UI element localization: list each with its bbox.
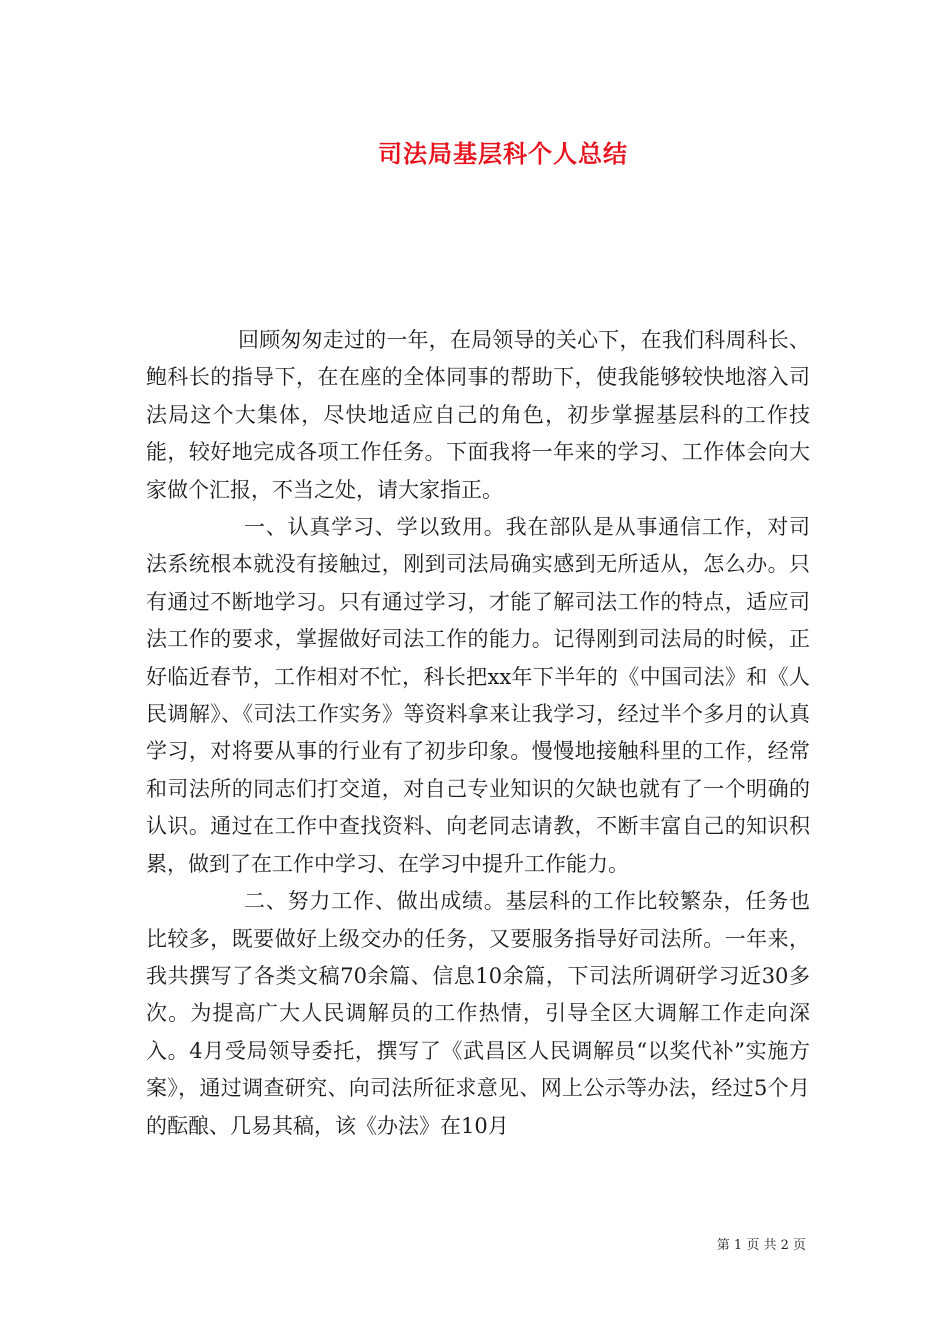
document-title: 司法局基层科个人总结 bbox=[378, 139, 628, 168]
document-body bbox=[146, 322, 810, 1145]
paragraph-study: 一、认真学习、学以致用。我在部队是从事通信工作，对司法系统根本就没有接触过，刚到司法局确实感到无所适从，怎么办。只有通过不断地学习。只有通过学习，才能了解司法工作的特点，适应司法工作的要求，掌握做好司法工作的能力。记得刚到司法局的时候，正好临近春节，工作相对不忙，科长把xx年下半年的《中国司法》和《人民调解》、《司法工作实务》等资料拿来让我学习，经过半个多月的认真学习，对将要从事的行业有了初步印象。慢慢地接触科里的工作，经常和司法所的同志们打交道，对自己专业知识的欠缺也就有了一个明确的认识。通过在工作中查找资料、向老同志请教，不断丰富自己的知识积累，做到了在工作中学习、在学习中提升工作能力。 bbox=[146, 515, 810, 876]
page-number-footer: 第 1 页 共 2 页 bbox=[716, 1238, 806, 1253]
paragraph-intro: 回顾匆匆走过的一年，在局领导的关心下，在我们科周科长、鲍科长的指导下，在在座的全体同事的帮助下，使我能够较快地溶入司法局这个大集体，尽快地适应自己的角色，初步掌握基层科的工作技能，较好地完成各项工作任务。下面我将一年来的学习、工作体会向大家做个汇报，不当之处，请大家指正。 bbox=[146, 328, 810, 502]
paragraph-work: 二、努力工作、做出成绩。基层科的工作比较繁杂，任务也比较多，既要做好上级交办的任务，又要服务指导好司法所。一年来，我共撰写了各类文稿70余篇、信息10余篇，下司法所调研学习近30多次。为提高广大人民调解员的工作热情，引导全区大调解工作走向深入。4月受局领导委托，撰写了《武昌区人民调解员“以奖代补”实施方案》，通过调查研究、向司法所征求意见、网上公示等办法，经过5个月的酝酿、几易其稿，该《办法》在10月 bbox=[146, 889, 810, 1138]
